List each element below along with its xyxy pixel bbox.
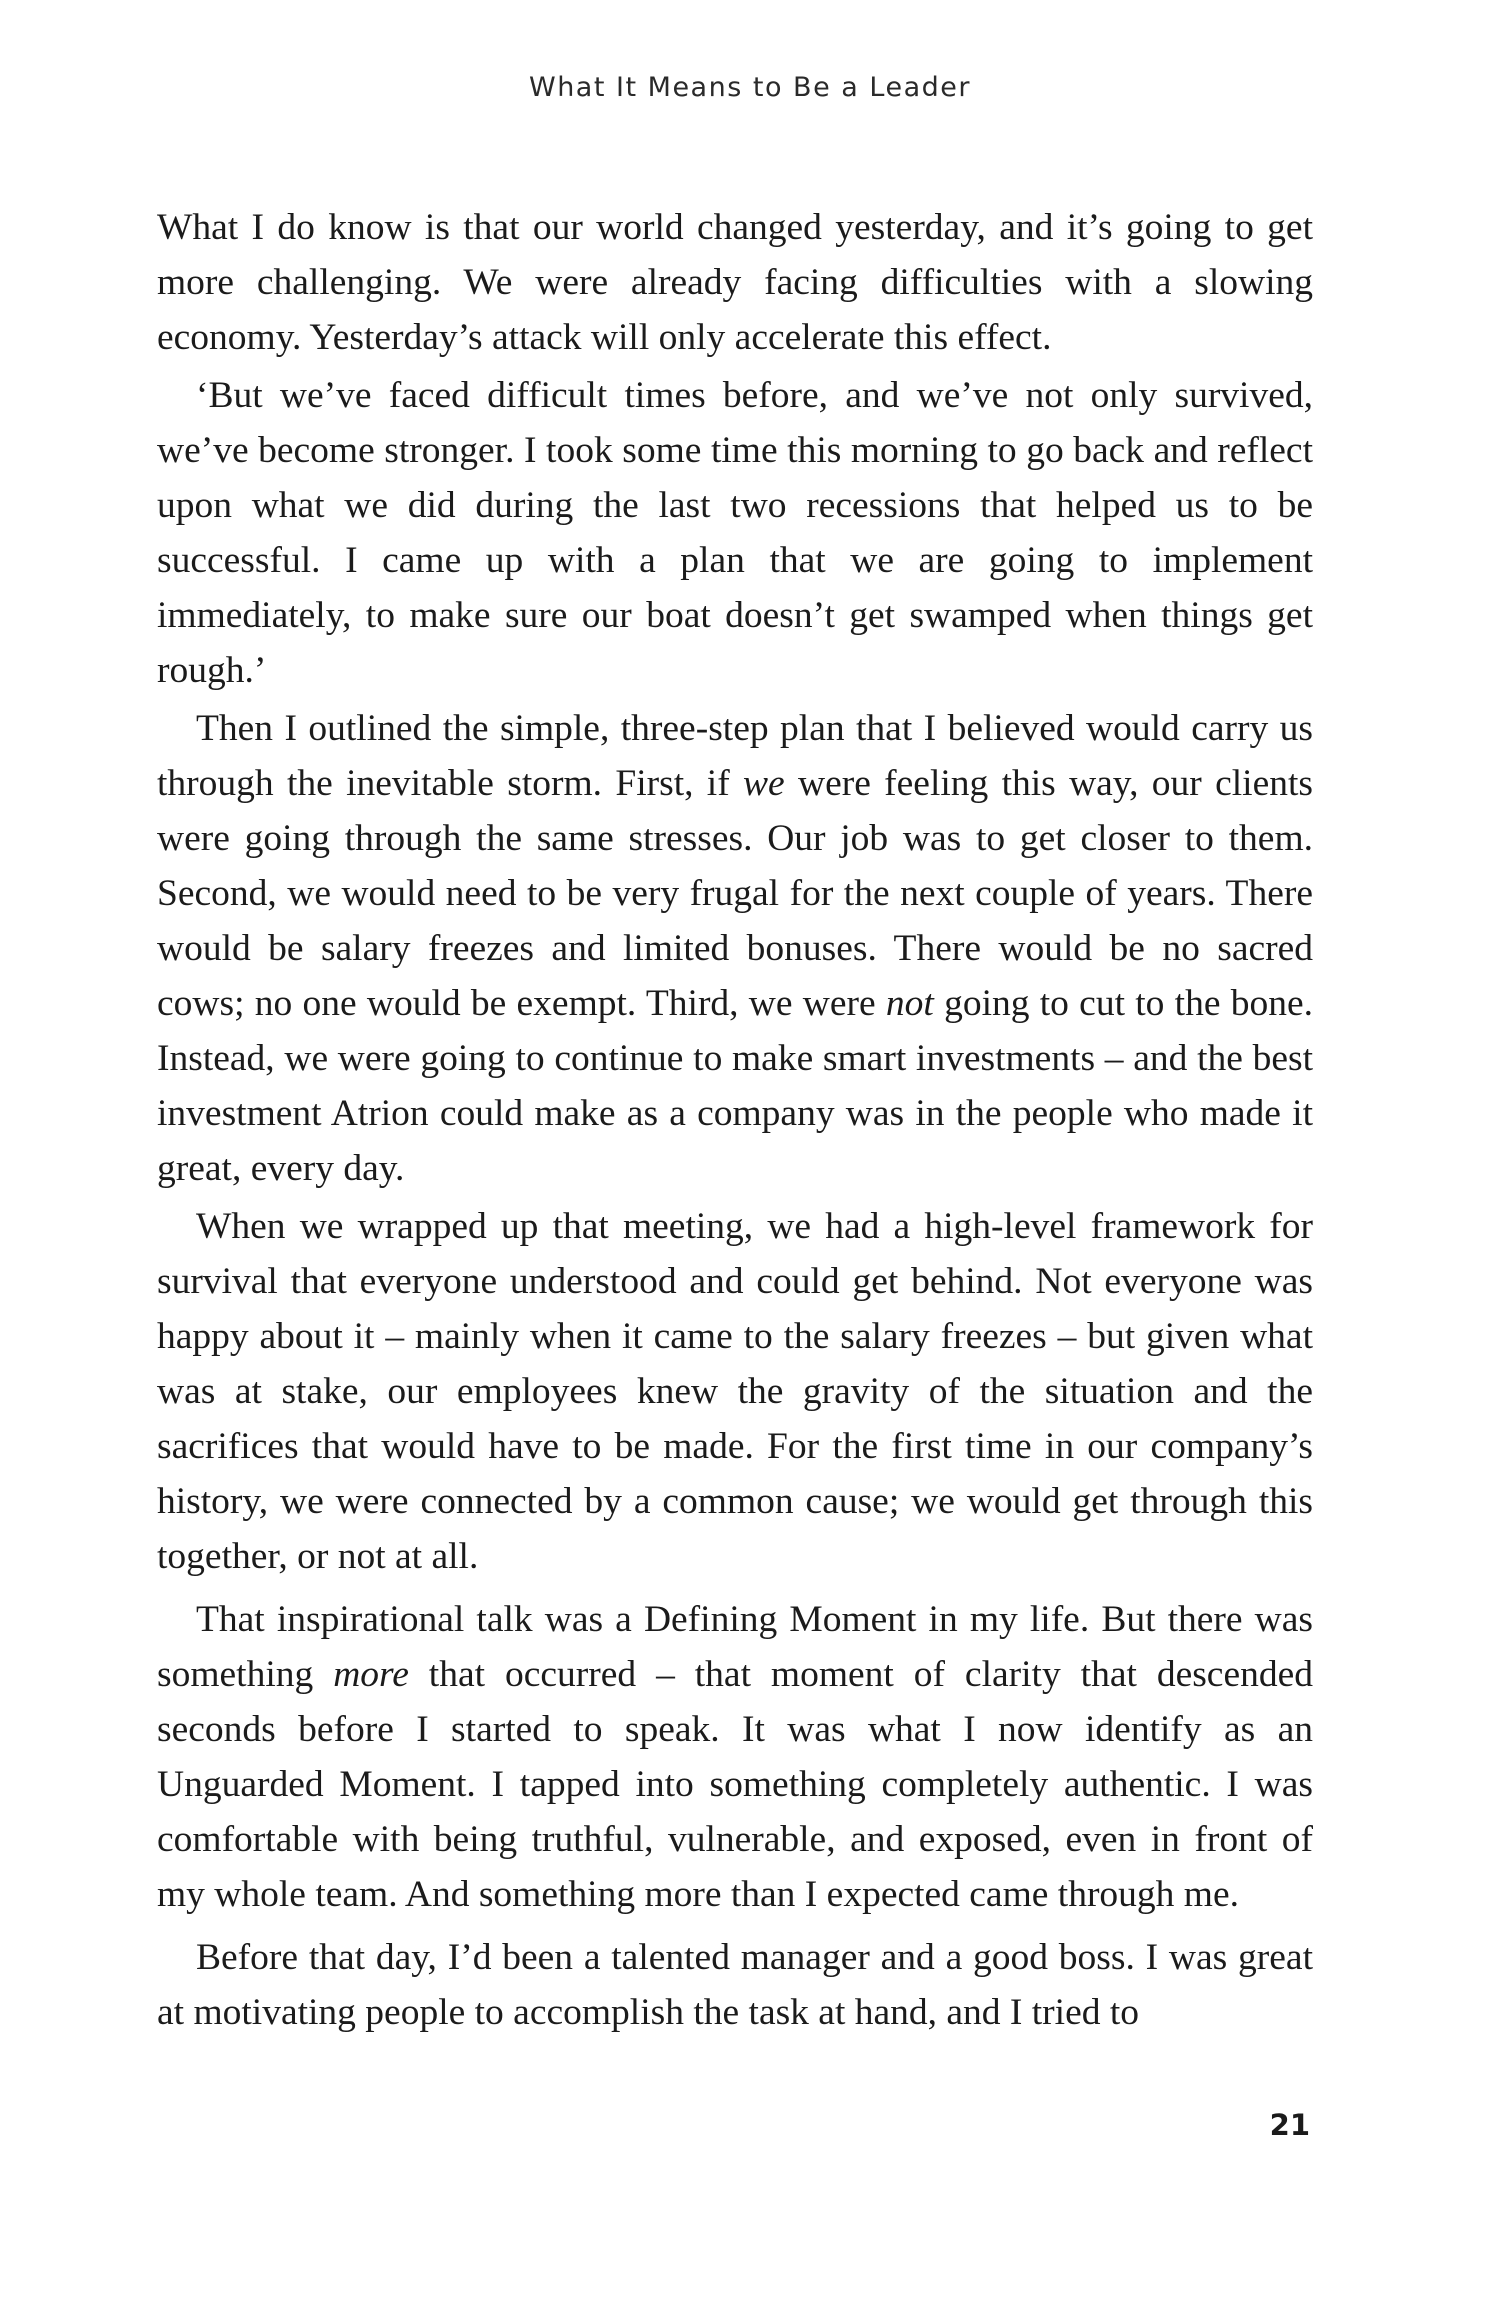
paragraph-1: What I do know is that our world changed yesterday, and it’s going to get more challenging. We were already facing difficulties with a slowing economy. Yesterday’s attack will only accelerate this effect. — [157, 207, 1313, 358]
paragraph-5 — [157, 1592, 1313, 1922]
paragraph-2: ‘But we’ve faced difficult times before, and we’ve not only survived, we’ve become stronger. I took some time this morning to go back and reflect upon what we did during the last two recessions that helped us to be successful. I came up with a plan that we are going to implement immediately, to make sure our boat doesn’t get swamped when things get rough.’ — [157, 375, 1313, 691]
paragraph-4: When we wrapped up that meeting, we had a high-level framework for survival that everyone understood and could get behind. Not everyone was happy about it – mainly when it came to the salary freezes – but given what was at stake, our employees knew the gravity of the situation and the sacrifices that would have to be made. For the first time in our company’s history, we were connected by a common cause; we would get through this together, or not at all. — [157, 1206, 1313, 1577]
paragraph-3 — [157, 701, 1313, 1196]
paragraph-3-italic-not: not — [885, 983, 934, 1024]
paragraph-3-italic-we: we — [743, 763, 785, 804]
paragraph-5-part-2: that occurred – that moment of clarity that descended seconds before I started to speak. It was what I now identify as an Unguarded Moment. I tapped into something completely authentic. I was comfortable with being truthful, vulnerable, and exposed, even in front of my whole team. And something more than I expected came through me. — [157, 1654, 1313, 1915]
running-header: What It Means to Be a Leader — [529, 72, 971, 103]
body-text — [157, 200, 1313, 2043]
paragraph-3-part-3: going to cut to the bone. Instead, we were going to continue to make smart investments – and the best investment Atrion could make as a company was in the people who made it great, every day. — [157, 983, 1313, 1189]
page-number: 21 — [1269, 2108, 1310, 2142]
paragraph-6: Before that day, I’d been a talented manager and a good boss. I was great at motivating people to accomplish the task at hand, and I tried to — [157, 1937, 1313, 2033]
paragraph-5-italic-more: more — [333, 1654, 409, 1695]
paragraph-3-part-1: Then I outlined the simple, three-step plan that I believed would carry us through the inevitable storm. First, if — [157, 708, 1313, 804]
paragraph-5-part-1: That inspirational talk was a Defining Moment in my life. But there was something — [157, 1599, 1313, 1695]
paragraph-3-part-2: were feeling this way, our clients were going through the same stresses. Our job was to get closer to them. Second, we would need to be very frugal for the next couple of years. There would be salary freezes and limited bonuses. There would be no sacred cows; no one would be exempt. Third, we were — [157, 763, 1313, 1024]
